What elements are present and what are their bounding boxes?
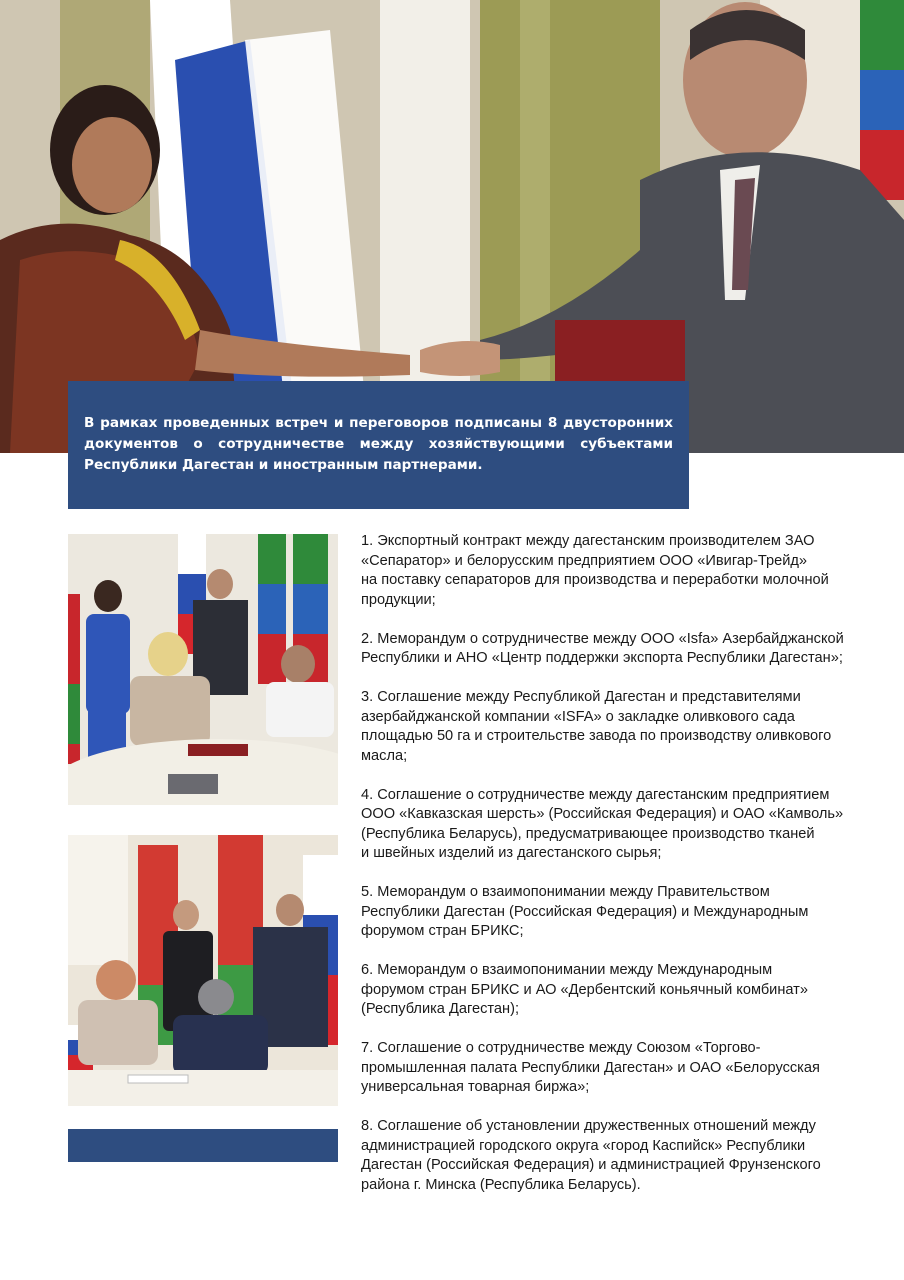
list-item: 8. Соглашение об установлении дружественных отношений между администрацией городского округа «город Каспийск» Республики Дагестан (Российская Федерация) и администрацией Фрунзенского района г. Минска (Республика Беларусь). bbox=[361, 1118, 821, 1193]
list-item: 7. Соглашение о сотрудничестве между Союзом «Торгово- промышленная палата Республики Дагестан» и ОАО «Белорусская универсальная товарная биржа»; bbox=[361, 1040, 820, 1095]
signing-ceremony-photo-1 bbox=[68, 534, 338, 805]
decorative-bar bbox=[68, 1129, 338, 1162]
list-item: 2. Меморандум о сотрудничестве между ООО «Isfa» Азербайджанской Республики и АНО «Центр поддержки экспорта Республики Дагестан»; bbox=[361, 630, 844, 666]
list-item: 6. Меморандум о взаимопонимании между Международным форумом стран БРИКС и АО «Дербентский коньячный комбинат» (Республика Дагестан); bbox=[361, 962, 808, 1017]
banner-text: В рамках проведенных встреч и переговоров подписаны 8 двусторонних документов о сотрудничестве между хозяйствующими субъектами Республики Дагестан и иностранным партнерами. bbox=[84, 415, 673, 473]
summary-banner bbox=[68, 381, 689, 509]
signing-illustration-1 bbox=[68, 534, 338, 805]
signing-ceremony-photo-2 bbox=[68, 835, 338, 1106]
list-item: 5. Меморандум о взаимопонимании между Правительством Республики Дагестан (Российская Федерация) и Международным форумом стран БРИКС; bbox=[361, 884, 809, 939]
agreements-list bbox=[361, 532, 871, 1215]
list-item: 4. Соглашение о сотрудничестве между дагестанским предприятием ООО «Кавказская шерсть» (Российская Федерация) и ОАО «Камволь» (Республика Беларусь), предусматривающее производство тканей и швейных изделий из дагестанского сырья; bbox=[361, 786, 844, 861]
signing-illustration-2 bbox=[68, 835, 338, 1106]
list-item: 1. Экспортный контракт между дагестанским производителем ЗАО «Сепаратор» и белорусским предприятием ООО «Ивигар-Трейд» на поставку сепараторов для производства и переработки молочной продукции; bbox=[361, 533, 829, 608]
list-item: 3. Соглашение между Республикой Дагестан и представителями азербайджанской компании «ISFA» о закладке оливкового сада площадью 50 га и строительстве завода по производству оливкового масла; bbox=[361, 689, 832, 764]
